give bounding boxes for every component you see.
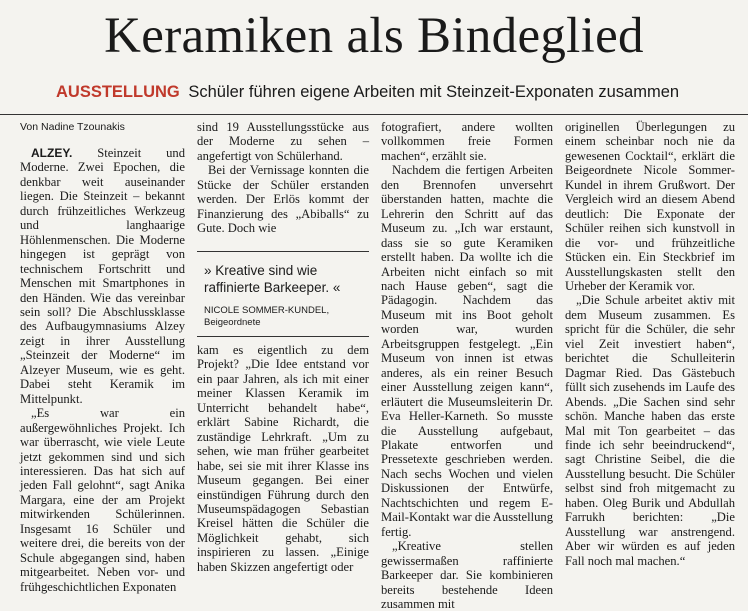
paragraph: fotografiert, andere wollten vollkommen freie Formen machen“, erzählt sie. [381,120,553,163]
column-4 [565,120,735,568]
pull-quote [197,245,369,337]
subheadline-row [56,82,679,102]
column-3 [381,120,553,611]
column-2-bottom [197,343,369,574]
byline: Von Nadine Tzounakis [20,121,125,133]
paragraph: Nachdem die fertigen Arbeiten den Brennofen unversehrt überstanden hatten, machte die Lehrerin den Schritt auf das Museum zu. „Ich war erstaunt, dass sie so gute Keramiken erstellt haben. Da wollte ich die Arbeiten nicht einfach so mit nach Hause geben“, sagt die Pädagogin. Nachdem das Museum mit ins Boot geholt worden war, wurden Arbeitsgruppen festgelegt. „Ein Museum von innen ist etwas anderes, als ein reiner Besuch einer Ausstellung zeigen kann“, erläutert die Museumsleiterin Dr. Eva Heller-Karneth. So musste die Ausstellung aufgebaut, Plakate entworfen und Pressetexte geschrieben werden. Nach sechs Wochen und vielen Diskussionen der Entwürfe, Nachtschichten und regem E-Mail-Kontakt war die Ausstellung fertig. [381,163,553,539]
dateline: ALZEY. [31,146,73,160]
column-1 [20,120,185,594]
paragraph: „Es war ein außergewöhnliches Projekt. Ich war überrascht, wie viele Leute jetzt gekommen sind und sich interessieren. Das hat sich auf jeden Fall gelohnt“, sagt Anika Margara, eine der am Projekt mitwirkenden Schülerinnen. Insgesamt 16 Schüler und weitere drei, die bereits von der Schule abgegangen sind, haben mitgearbeitet. Neben vor- und frühgeschichtlichen Exponaten [20,406,185,594]
headline: Keramiken als Bindeglied [104,8,644,64]
paragraph: originellen Überlegungen zu einem scheinbar noch nie da gewesenen Cocktail“, erklärt die Beigeordnete Nicole Sommer-Kundel in ihrem Grußwort. Der Vergleich wird an diesem Abend deutlich: Die Exponate der Schüler reihen sich kunstvoll in die vor- und frühzeitliche Stücken ein. Ein Steckbrief im Ausstellungskasten stellt den Urheber der Keramik vor. [565,120,735,293]
column-2-top [197,120,369,236]
kicker: AUSSTELLUNG [56,83,180,101]
quote-rule-top [197,251,369,252]
quote-author: NICOLE SOMMER-KUNDEL, [204,305,330,316]
paragraph: „Die Schule arbeitet aktiv mit dem Museum zusammen. Es spricht für die Schüler, die sehr viel Zeit investiert haben“, berichtet die Schulleiterin Dagmar Ried. Das Gästebuch füllt sich zusehends im Laufe des Abends. „Die Sachen sind sehr schön. Manche haben das erste Mal mit Ton gearbeitet – das finde ich sehr beeindruckend“, sagt Christine Seibel, die die Ausstellung besucht. Die Schüler selbst sind froh mitgemacht zu haben. Oleg Burik und Abdullah Farrukh berichten: „Die Ausstellung war anstrengend. Aber wir würden es auf jeden Fall noch mal machen.“ [565,293,735,568]
paragraph: kam es eigentlich zu dem Projekt? „Die Idee entstand vor ein paar Jahren, als ich mit einer meiner Klassen Keramik im Unterricht behandelt habe“, erklärt Sabine Richardt, die zuständige Lehrkraft. „Um zu sehen, wie man früher gearbeitet habe, sei sie mit ihrer Klasse ins Museum gegangen. Bei einer einstündigen Führung durch den Museumspädagogen Sebastian Kreisel hätten die Schüler die Möglichkeit gehabt, sich inspirieren zu lassen. „Einige haben Skizzen angefertigt oder [197,343,369,574]
paragraph [20,146,185,406]
paragraph: „Kreative stellen gewissermaßen raffinierte Barkeeper dar. Sie kombinieren bereits bestehende Ideen zusammen mit [381,539,553,611]
header-rule [0,114,748,115]
subheadline: Schüler führen eigene Arbeiten mit Steinzeit-Exponaten zusammen [188,83,680,101]
quote-text: » Kreative sind wie raffinierte Barkeeper. « [204,263,341,295]
paragraph: sind 19 Ausstellungsstücke aus der Moderne zu sehen – angefertigt von Schülerhand. [197,120,369,163]
paragraph: Bei der Vernissage konnten die Stücke der Schüler erstanden werden. Der Erlös kommt der Finanzierung des „Abiballs“ zu Gute. Doch wie [197,163,369,236]
quote-rule-bottom [197,336,369,337]
quote-role: Beigeordnete [204,317,261,328]
paragraph-text: Steinzeit und Moderne. Zwei Epochen, die denkbar weit auseinander liegen. Die Steinzeit – bekannt durch frühzeitliches Werkzeug und langhaarige Höhlenmenschen. Die Moderne hingegen ist geprägt von technischem Fortschritt und Menschen mit Smartphones in den Händen. Wie das vereinbar sein soll? Die Abschlussklasse des Aufbaugymnasiums Alzey zeigt in ihrer Ausstellung „Steinzeit der Moderne“ im Alzeyer Museum, wie es geht. Dabei steht Keramik im Mittelpunkt. [20,146,185,406]
